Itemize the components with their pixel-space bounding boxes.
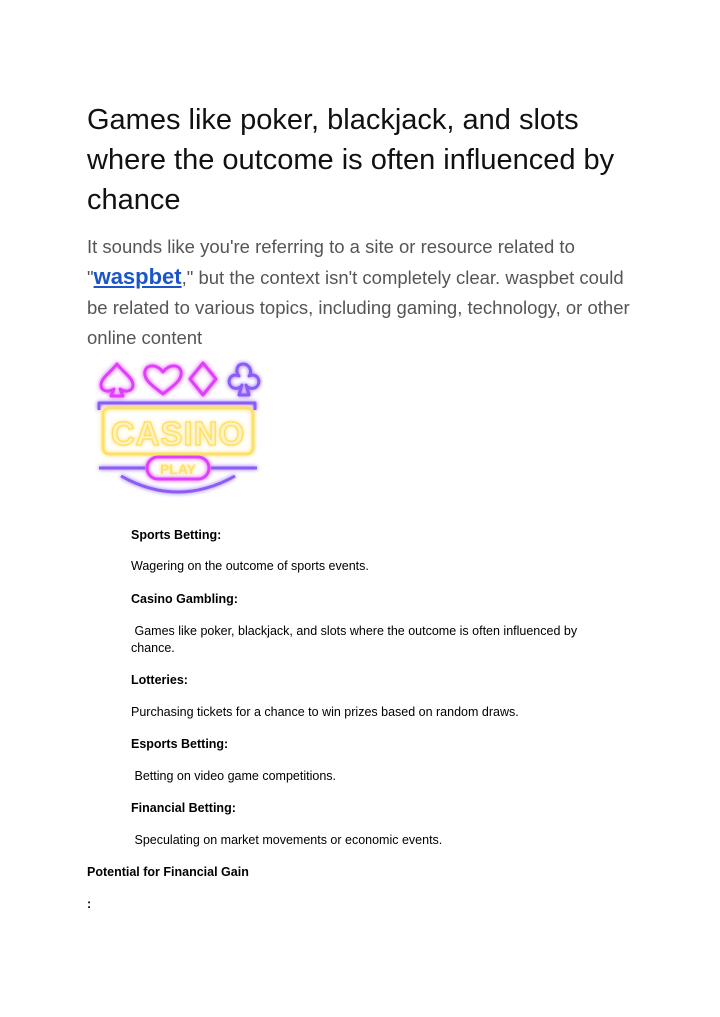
waspbet-link[interactable]: waspbet (93, 264, 182, 289)
financial-betting-desc: Speculating on market movements or economic events. (131, 833, 443, 847)
intro-text-after: ," but the context isn't completely clear. waspbet could be related to various topics, including gaming, technology, or other online content (87, 267, 630, 348)
sports-betting-desc: Wagering on the outcome of sports events. (131, 559, 369, 573)
play-text: PLAY (159, 461, 197, 477)
spade-icon (101, 364, 133, 396)
intro-text-before: It sounds like you're referring to a site or resource related to " (87, 236, 575, 288)
casino-gambling-desc: Games like poker, blackjack, and slots where the outcome is often influenced by chance. (131, 624, 581, 655)
intro-paragraph (87, 232, 647, 353)
casino-text: CASINO (110, 415, 246, 452)
casino-neon-logo (93, 358, 263, 506)
esports-betting-desc: Betting on video game competitions. (131, 769, 336, 783)
financial-betting-heading: Financial Betting: (131, 801, 236, 815)
casino-gambling-heading: Casino Gambling: (131, 592, 238, 606)
financial-gain-heading: Potential for Financial Gain (87, 865, 249, 879)
diamond-icon (190, 363, 216, 395)
club-icon (229, 364, 259, 395)
page-title: Games like poker, blackjack, and slots where the outcome is often influenced by chance (87, 104, 615, 216)
lotteries-heading: Lotteries: (131, 673, 188, 687)
lotteries-desc: Purchasing tickets for a chance to win prizes based on random draws. (131, 705, 519, 719)
heart-icon (145, 366, 182, 394)
sports-betting-heading: Sports Betting: (131, 528, 222, 542)
esports-betting-heading: Esports Betting: (131, 737, 229, 751)
trailing-colon: : (87, 897, 92, 911)
